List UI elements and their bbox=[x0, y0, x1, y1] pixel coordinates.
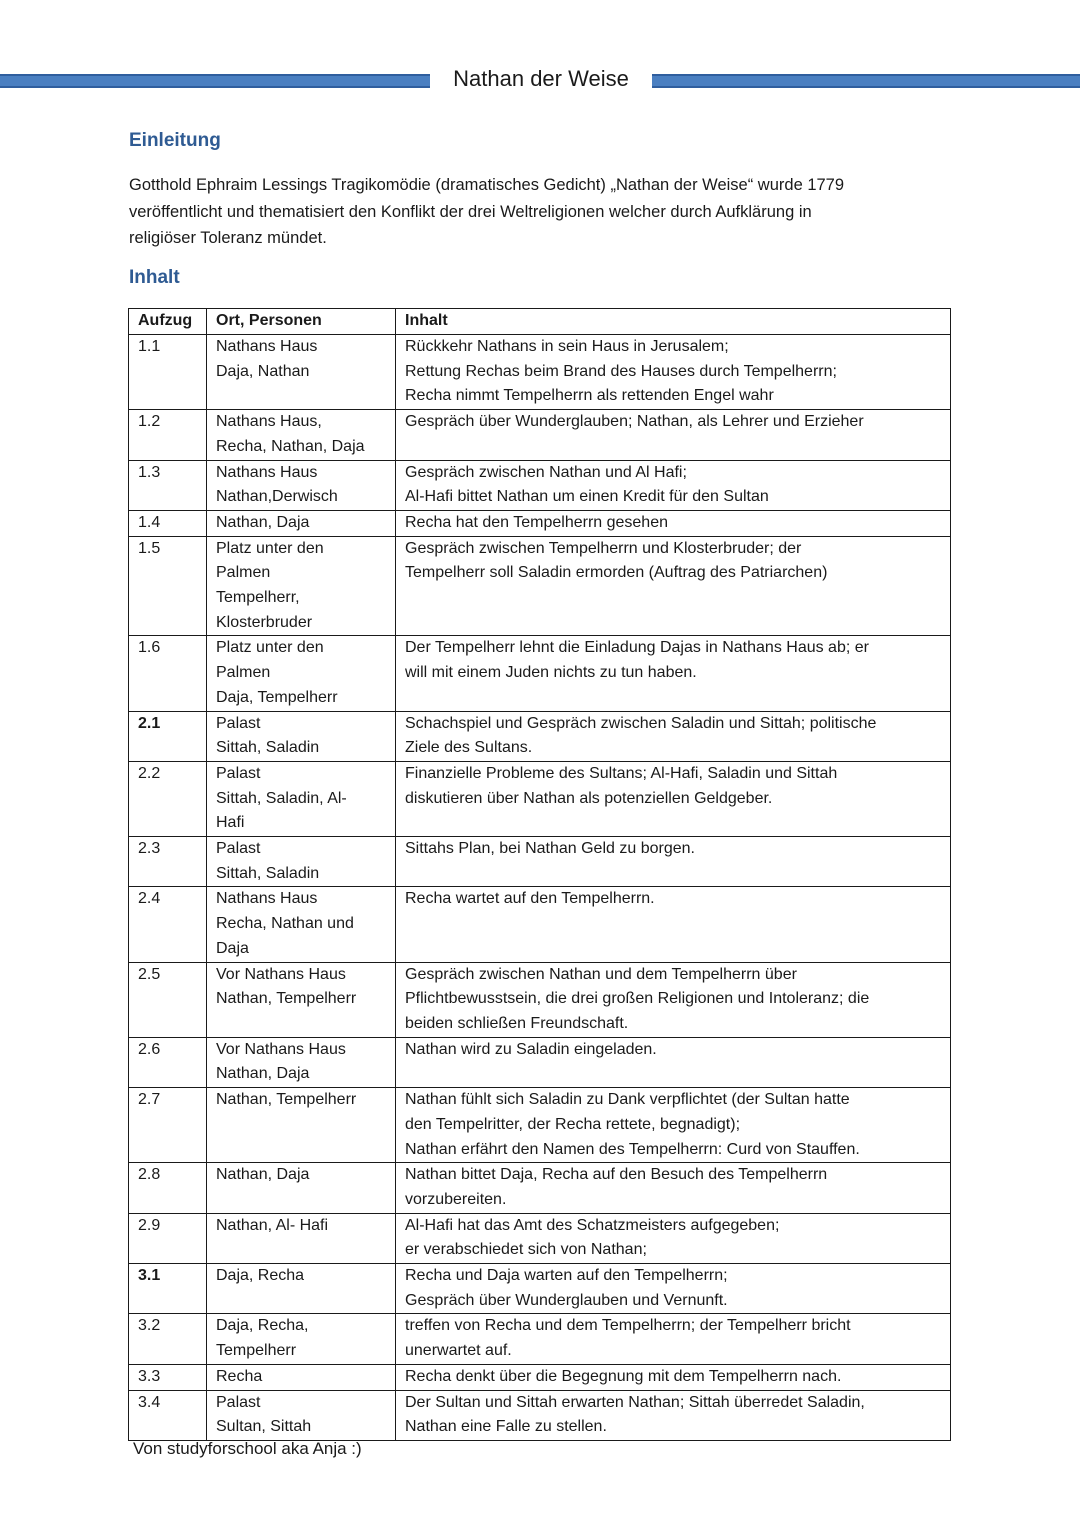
inhalt-line: Recha hat den Tempelherrn gesehen bbox=[405, 513, 668, 531]
table-row bbox=[129, 460, 951, 510]
inhalt-line: Recha wartet auf den Tempelherrn. bbox=[405, 890, 655, 908]
inhalt-line: Tempelherr soll Saladin ermorden (Auftrag des Patriarchen) bbox=[405, 564, 828, 582]
inhalt-line: Sittahs Plan, bei Nathan Geld zu borgen. bbox=[405, 840, 695, 858]
footer-credit: Von studyforschool aka Anja :) bbox=[133, 1439, 362, 1458]
cell-inhalt bbox=[396, 636, 951, 711]
ort-line: Sittah, Saladin bbox=[216, 864, 320, 882]
einleitung-text bbox=[129, 172, 929, 252]
inhalt-line: Recha und Daja warten auf den Tempelherrn; bbox=[405, 1267, 728, 1285]
ort-line: Palast bbox=[216, 764, 261, 782]
cell-aufzug bbox=[129, 761, 207, 836]
cell-aufzug bbox=[129, 1213, 207, 1263]
table-row bbox=[129, 410, 951, 460]
inhalt-line: den Tempelritter, der Recha rettete, begnadigt); bbox=[405, 1115, 741, 1133]
table-body bbox=[129, 335, 951, 1441]
inhalt-line: Gespräch zwischen Tempelherrn und Klosterbruder; der bbox=[405, 539, 802, 557]
cell-inhalt bbox=[396, 761, 951, 836]
cell-aufzug bbox=[129, 837, 207, 887]
ort-line: Daja, Recha, bbox=[216, 1317, 309, 1335]
cell-inhalt bbox=[396, 1264, 951, 1314]
table-row bbox=[129, 711, 951, 761]
einleitung-line: veröffentlicht und thematisiert den Konflikt der drei Weltreligionen welcher durch Aufklärung in bbox=[129, 202, 812, 221]
inhalt-line: treffen von Recha und dem Tempelherrn; der Tempelherr bricht bbox=[405, 1317, 851, 1335]
cell-ort-personen bbox=[207, 1314, 396, 1364]
cell-aufzug bbox=[129, 460, 207, 510]
table-row bbox=[129, 962, 951, 1037]
table-row bbox=[129, 510, 951, 536]
inhalt-line: Nathan fühlt sich Saladin zu Dank verpflichtet (der Sultan hatte bbox=[405, 1091, 850, 1109]
cell-ort-personen bbox=[207, 837, 396, 887]
cell-inhalt bbox=[396, 1213, 951, 1263]
ort-line: Palast bbox=[216, 840, 261, 858]
ort-line: Recha, Nathan und bbox=[216, 915, 354, 933]
table-row bbox=[129, 636, 951, 711]
ort-line: Recha, Nathan, Daja bbox=[216, 437, 365, 455]
inhalt-line: diskutieren über Nathan als potenziellen Geldgeber. bbox=[405, 789, 773, 807]
cell-inhalt bbox=[396, 1390, 951, 1440]
ort-line: Nathan, Tempelherr bbox=[216, 990, 357, 1008]
cell-inhalt bbox=[396, 1314, 951, 1364]
table-row bbox=[129, 761, 951, 836]
aufzug-number: 1.5 bbox=[138, 539, 161, 557]
ort-line: Nathan, Daja bbox=[216, 1065, 310, 1083]
table-row bbox=[129, 837, 951, 887]
einleitung-heading: Einleitung bbox=[129, 130, 221, 151]
inhalt-line: Gespräch zwischen Nathan und Al Hafi; bbox=[405, 463, 687, 481]
ort-line: Sittah, Saladin bbox=[216, 739, 320, 757]
cell-inhalt bbox=[396, 1163, 951, 1213]
aufzug-number: 2.2 bbox=[138, 764, 161, 782]
cell-inhalt bbox=[396, 1364, 951, 1390]
cell-aufzug bbox=[129, 1264, 207, 1314]
cell-ort-personen bbox=[207, 1364, 396, 1390]
cell-ort-personen bbox=[207, 962, 396, 1037]
ort-line: Hafi bbox=[216, 814, 245, 832]
cell-aufzug bbox=[129, 1390, 207, 1440]
cell-inhalt bbox=[396, 962, 951, 1037]
table-row bbox=[129, 335, 951, 410]
cell-ort-personen bbox=[207, 711, 396, 761]
cell-inhalt bbox=[396, 335, 951, 410]
inhalt-line: Al-Hafi hat das Amt des Schatzmeisters aufgegeben; bbox=[405, 1216, 780, 1234]
ort-line: Daja, Tempelherr bbox=[216, 688, 338, 706]
inhalt-line: Gespräch über Wunderglauben; Nathan, als Lehrer und Erzieher bbox=[405, 413, 864, 431]
aufzug-number: 3.1 bbox=[138, 1267, 161, 1285]
inhalt-line: Ziele des Sultans. bbox=[405, 739, 533, 757]
table-row bbox=[129, 1163, 951, 1213]
cell-inhalt bbox=[396, 1088, 951, 1163]
ort-line: Vor Nathans Haus bbox=[216, 1040, 346, 1058]
header-bar-right bbox=[652, 74, 1080, 88]
ort-line: Nathans Haus bbox=[216, 463, 318, 481]
table-row bbox=[129, 1088, 951, 1163]
aufzug-number: 2.7 bbox=[138, 1091, 161, 1109]
cell-aufzug bbox=[129, 1037, 207, 1087]
aufzug-number: 2.1 bbox=[138, 714, 161, 732]
table-row bbox=[129, 1364, 951, 1390]
table-row bbox=[129, 1314, 951, 1364]
cell-aufzug bbox=[129, 335, 207, 410]
aufzug-number: 2.6 bbox=[138, 1040, 161, 1058]
cell-aufzug bbox=[129, 1314, 207, 1364]
ort-line: Sittah, Saladin, Al- bbox=[216, 789, 347, 807]
table-row bbox=[129, 536, 951, 636]
ort-line: Recha bbox=[216, 1367, 263, 1385]
aufzug-number: 1.1 bbox=[138, 338, 161, 355]
inhalt-line: Der Tempelherr lehnt die Einladung Dajas in Nathans Haus ab; er bbox=[405, 639, 869, 657]
cell-inhalt bbox=[396, 887, 951, 962]
inhalt-line: Recha denkt über die Begegnung mit dem Tempelherrn nach. bbox=[405, 1367, 842, 1385]
table-row bbox=[129, 1213, 951, 1263]
ort-line: Nathans Haus bbox=[216, 338, 318, 355]
inhalt-line: Schachspiel und Gespräch zwischen Saladin und Sittah; politische bbox=[405, 714, 877, 732]
cell-ort-personen bbox=[207, 1213, 396, 1263]
inhalt-line: Gespräch zwischen Nathan und dem Tempelherrn über bbox=[405, 965, 797, 983]
aufzug-number: 3.3 bbox=[138, 1367, 161, 1385]
ort-line: Palast bbox=[216, 1393, 261, 1411]
ort-line: Nathan, Tempelherr bbox=[216, 1091, 357, 1109]
inhalt-line: will mit einem Juden nichts zu tun haben. bbox=[405, 664, 697, 682]
aufzug-number: 2.9 bbox=[138, 1216, 161, 1234]
cell-aufzug bbox=[129, 1163, 207, 1213]
cell-aufzug bbox=[129, 711, 207, 761]
cell-aufzug bbox=[129, 410, 207, 460]
ort-line: Palmen bbox=[216, 564, 271, 582]
inhalt-line: vorzubereiten. bbox=[405, 1190, 507, 1208]
cell-aufzug bbox=[129, 1088, 207, 1163]
aufzug-number: 1.6 bbox=[138, 639, 161, 657]
cell-aufzug bbox=[129, 536, 207, 636]
ort-line: Nathan, Al- Hafi bbox=[216, 1216, 329, 1234]
inhalt-line: Rückkehr Nathans in sein Haus in Jerusalem; bbox=[405, 338, 729, 355]
cell-ort-personen bbox=[207, 887, 396, 962]
inhalt-line: beiden schließen Freundschaft. bbox=[405, 1014, 629, 1032]
ort-line: Daja, Recha bbox=[216, 1267, 305, 1285]
cell-aufzug bbox=[129, 1364, 207, 1390]
cell-inhalt bbox=[396, 536, 951, 636]
aufzug-number: 3.4 bbox=[138, 1393, 161, 1411]
aufzug-number: 2.5 bbox=[138, 965, 161, 983]
table-header-row bbox=[129, 309, 951, 335]
ort-line: Nathan, Daja bbox=[216, 1166, 310, 1184]
cell-inhalt bbox=[396, 460, 951, 510]
ort-line: Nathans Haus, bbox=[216, 413, 322, 431]
ort-line: Klosterbruder bbox=[216, 613, 313, 631]
cell-inhalt bbox=[396, 410, 951, 460]
inhalt-line: er verabschiedet sich von Nathan; bbox=[405, 1241, 647, 1259]
inhalt-line: unerwartet auf. bbox=[405, 1342, 512, 1360]
cell-ort-personen bbox=[207, 1088, 396, 1163]
ort-line: Palast bbox=[216, 714, 261, 732]
inhalt-line: Nathan wird zu Saladin eingeladen. bbox=[405, 1040, 657, 1058]
scene-table bbox=[128, 308, 951, 1441]
ort-line: Sultan, Sittah bbox=[216, 1418, 312, 1436]
cell-ort-personen bbox=[207, 1163, 396, 1213]
cell-inhalt bbox=[396, 510, 951, 536]
column-header-aufzug: Aufzug bbox=[129, 309, 207, 335]
inhalt-line: Rettung Rechas beim Brand des Hauses durch Tempelherrn; bbox=[405, 362, 837, 380]
inhalt-heading: Inhalt bbox=[129, 267, 180, 288]
cell-ort-personen bbox=[207, 410, 396, 460]
inhalt-line: Finanzielle Probleme des Sultans; Al-Hafi, Saladin und Sittah bbox=[405, 764, 838, 782]
table-row bbox=[129, 1037, 951, 1087]
cell-aufzug bbox=[129, 887, 207, 962]
aufzug-number: 2.3 bbox=[138, 840, 161, 858]
ort-line: Platz unter den bbox=[216, 539, 324, 557]
table-row bbox=[129, 1264, 951, 1314]
ort-line: Vor Nathans Haus bbox=[216, 965, 346, 983]
ort-line: Tempelherr bbox=[216, 1342, 297, 1360]
ort-line: Nathan,Derwisch bbox=[216, 488, 338, 506]
cell-aufzug bbox=[129, 510, 207, 536]
table-row bbox=[129, 1390, 951, 1440]
ort-line: Tempelherr, bbox=[216, 589, 300, 607]
inhalt-line: Gespräch über Wunderglauben und Vernunft. bbox=[405, 1291, 728, 1309]
inhalt-line: Nathan eine Falle zu stellen. bbox=[405, 1418, 607, 1436]
ort-line: Daja, Nathan bbox=[216, 362, 310, 380]
aufzug-number: 2.8 bbox=[138, 1166, 161, 1184]
cell-ort-personen bbox=[207, 1037, 396, 1087]
aufzug-number: 1.2 bbox=[138, 413, 161, 431]
aufzug-number: 1.4 bbox=[138, 513, 161, 531]
cell-inhalt bbox=[396, 711, 951, 761]
cell-ort-personen bbox=[207, 1264, 396, 1314]
inhalt-line: Der Sultan und Sittah erwarten Nathan; Sittah überredet Saladin, bbox=[405, 1393, 865, 1411]
aufzug-number: 1.3 bbox=[138, 463, 161, 481]
inhalt-line: Nathan bittet Daja, Recha auf den Besuch des Tempelherrn bbox=[405, 1166, 828, 1184]
ort-line: Platz unter den bbox=[216, 639, 324, 657]
einleitung-line: religiöser Toleranz mündet. bbox=[129, 229, 327, 247]
column-header-ort: Ort, Personen bbox=[207, 309, 396, 335]
header-bar-left bbox=[0, 74, 430, 88]
aufzug-number: 3.2 bbox=[138, 1317, 161, 1335]
cell-ort-personen bbox=[207, 1390, 396, 1440]
ort-line: Nathan, Daja bbox=[216, 513, 310, 531]
cell-ort-personen bbox=[207, 536, 396, 636]
cell-ort-personen bbox=[207, 335, 396, 410]
inhalt-line: Pflichtbewusstsein, die drei großen Religionen und Intoleranz; die bbox=[405, 990, 870, 1008]
page-title: Nathan der Weise bbox=[453, 66, 629, 91]
cell-ort-personen bbox=[207, 636, 396, 711]
ort-line: Daja bbox=[216, 939, 249, 957]
aufzug-number: 2.4 bbox=[138, 890, 161, 908]
cell-ort-personen bbox=[207, 510, 396, 536]
ort-line: Nathans Haus bbox=[216, 890, 318, 908]
cell-ort-personen bbox=[207, 460, 396, 510]
cell-inhalt bbox=[396, 837, 951, 887]
ort-line: Palmen bbox=[216, 664, 271, 682]
inhalt-line: Al-Hafi bittet Nathan um einen Kredit für den Sultan bbox=[405, 488, 769, 506]
table-row bbox=[129, 887, 951, 962]
column-header-inhalt: Inhalt bbox=[396, 309, 951, 335]
cell-aufzug bbox=[129, 962, 207, 1037]
cell-ort-personen bbox=[207, 761, 396, 836]
inhalt-line: Recha nimmt Tempelherrn als rettenden Engel wahr bbox=[405, 387, 774, 405]
inhalt-line: Nathan erfährt den Namen des Tempelherrn: Curd von Stauffen. bbox=[405, 1140, 860, 1158]
cell-aufzug bbox=[129, 636, 207, 711]
einleitung-line: Gotthold Ephraim Lessings Tragikomödie (dramatisches Gedicht) „Nathan der Weise“ wurde 1779 bbox=[129, 176, 845, 194]
cell-inhalt bbox=[396, 1037, 951, 1087]
